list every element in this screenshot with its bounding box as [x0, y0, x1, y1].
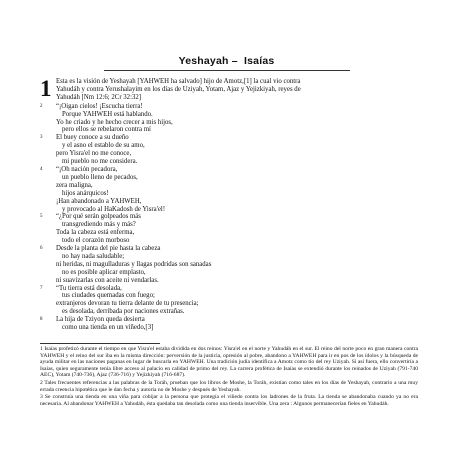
verse-line: no es posible aplicar emplasto,	[62, 268, 146, 276]
verse-line: zera maligna,	[56, 181, 93, 189]
footnotes	[40, 346, 418, 408]
verse-line: ni suavizarlas con aceite ni vendarlas.	[56, 276, 159, 284]
verse-line: extranjeros devoran tu tierra delante de tu presencia;	[56, 300, 199, 308]
verse-line: hijos anárquicos!	[62, 189, 109, 197]
footnote-1: 1 Isaías profetizó durante el tiempo en que Yisra'el estaba dividida en dos reinos: Yisra'el en el norte y Yahudáh en el sur. El reino del norte poco en gran manera contra YAHWEH y el reino del sur iba en la misma dirección: perversión de la justicia, opresión al pobre, abandono a YAHWEH para ir en pos de los ídolos y la búsqueda de ayuda militar en las naciones paganas en lugar de buscarla en YAHWEH. Una tradición judía identifica a Amotz como tío del rey Uziyah. Si así fuera, ello convertiría a Isaías, quien seguramente tenía libre acceso al palacio en calidad de primo del rey. La carrera profética de Isaías se extendió durante los reinados de Uziyah (791-740 AEC), Yotam (740-736), Ajaz (736-716) y Yejizkiyah (716-687).	[40, 346, 418, 379]
verse-block	[40, 166, 420, 198]
verse-line: pero ellos se rebelaron contra mí	[62, 126, 151, 134]
verse-block	[40, 103, 420, 135]
verse-block	[40, 198, 420, 214]
verse-line: “¡Oigan cielos! ¡Escucha tierra!	[56, 102, 143, 110]
verse-number: 4	[40, 166, 43, 172]
footnote-2: 2 Tales frecuentes referencias a las palabras de la Toráh, prueban que los libros de Moshe, la Toráh, existían como tales en los días de Yeshayah, contrario a una muy errada creencia hipotética que le dan fecha y autoría no de Moshe y después de Yeshayah.	[40, 379, 418, 393]
verses	[40, 103, 420, 332]
verse-number: 5	[40, 214, 43, 220]
verse-line: Porque YAHWEH está hablando.	[62, 110, 153, 118]
chapter-number: 1	[40, 76, 52, 101]
intro-line: Esta es la visión de Yeshayah [YAHWEH ha salvado] hijo de Amotz,[1] la cual vio contra	[56, 78, 301, 85]
verse-line: La hija de Tziyon queda desierta	[56, 316, 145, 324]
verse-block	[40, 134, 420, 166]
verse-line: Yo he criado y he hecho crecer a mis hijos,	[56, 118, 173, 126]
verse-line: “¡Oh nación pecadora,	[56, 165, 118, 173]
verse-line: no hay nada saludable;	[62, 252, 125, 260]
verse-block	[40, 213, 420, 245]
verse-line: tus ciudades quemadas con fuego;	[62, 292, 155, 300]
verse-line: es desolada, derribada por naciones extrañas.	[62, 308, 185, 316]
verse-line: Desde la planta del pie hasta la cabeza	[56, 245, 161, 253]
page-title: Yeshayah – Isaías	[178, 55, 275, 67]
verse-block	[40, 316, 420, 332]
verse-line: ¡Han abandonado a YAHWEH,	[56, 197, 142, 205]
verse-line: un pueblo lleno de pecados,	[62, 173, 138, 181]
verse-1	[40, 78, 420, 102]
title-divider	[104, 70, 350, 71]
verse-number: 2	[40, 103, 43, 109]
verse-block	[40, 285, 420, 317]
verse-line: “¿Por qué serán golpeados más	[56, 213, 141, 221]
verse-line: transgrediendo más y más?	[62, 221, 136, 229]
footnote-divider	[40, 343, 160, 344]
intro-line: Yahudáh [Nm 12:6; 2Cr 32:32]	[56, 93, 142, 101]
intro-line: Yahudáh y contra Yerushalayim en los días de Uziyah, Yotam, Ajaz y Yejizkiyah, reyes de	[56, 85, 301, 93]
verse-line: como una tienda en un viñedo,[3]	[62, 324, 154, 332]
verse-line: y el asno el establo de su amo,	[62, 142, 145, 150]
verse-block	[40, 245, 420, 285]
verse-line: El buey conoce a su dueño	[56, 134, 129, 142]
verse-line: ni heridas, ni magulladuras y llagas podridas son sanadas	[56, 260, 212, 268]
verse-number: 6	[40, 246, 43, 252]
verse-line: “Tu tierra está desolada,	[56, 284, 122, 292]
verse-line: Toda la cabeza está enferma,	[56, 229, 135, 237]
verse-number: 3	[40, 135, 43, 141]
verse-number: 8	[40, 317, 43, 323]
verse-line: y provocado al HaKadosh de Yisra'el!	[62, 205, 166, 213]
verse-line: mi pueblo no me considera.	[62, 158, 138, 166]
verse-line: todo el corazón morboso	[62, 237, 130, 245]
verse-number: 7	[40, 285, 43, 291]
footnote-3: 3 Se construía una tienda en una viña para cobijar a la persona que protegía el viñedo contra los ladrones de la fruta. La tienda se abandonaba cuando ya no era necesaria. Al abandonar YAHWEH a Yahudáh, ésta quedaba tan desolada como una tienda inservible. Una zera : Algunos permanecerían fieles en Yahudáh.	[40, 394, 418, 407]
scripture-body	[40, 78, 420, 332]
verse-line: pero Yisra'el no me conoce,	[56, 150, 132, 158]
